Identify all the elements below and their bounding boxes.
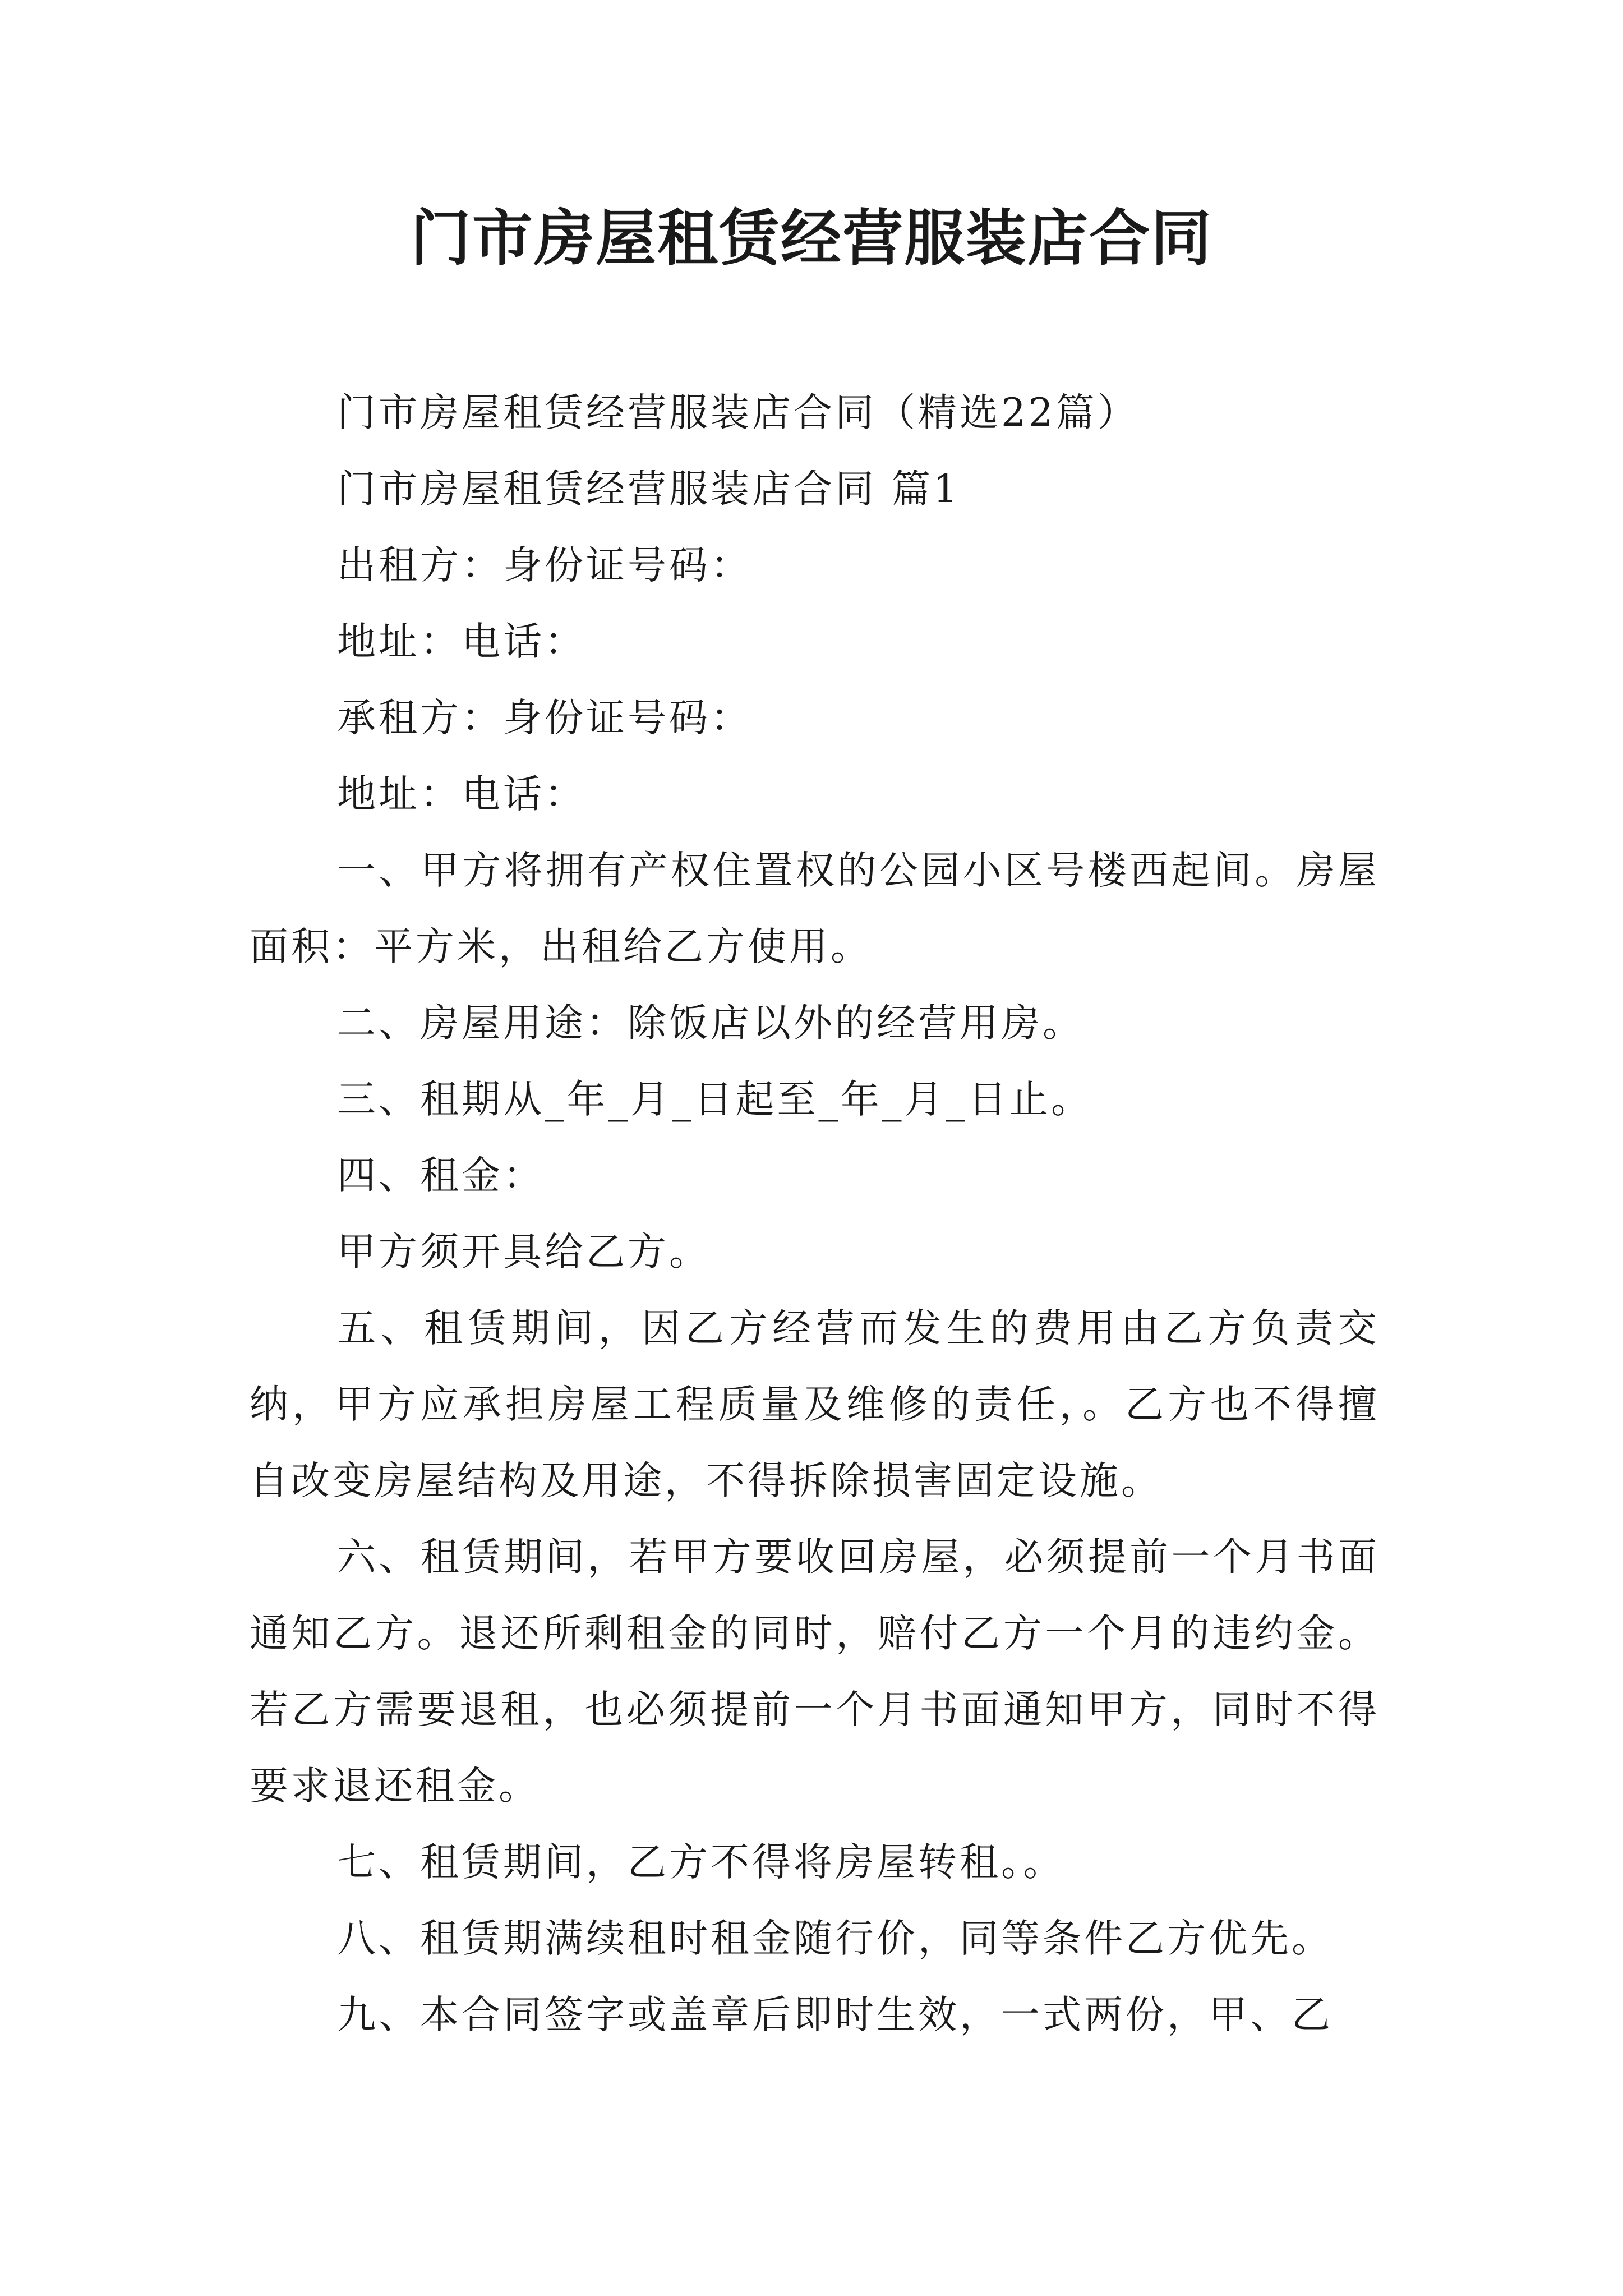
doc-subtitle: 门市房屋租赁经营服装店合同（精选22篇） [337,390,1139,435]
lessee-address-line: 地址：电话： [337,772,586,817]
lessee-line: 承租方：身份证号码： [337,696,752,740]
clause-2: 二、房屋用途：除饭店以外的经营用房。 [337,1001,1084,1046]
document-title: 门市房屋租赁经营服装店合同 [410,203,1212,274]
clause-6: 六、租赁期间，若甲方要收回房屋，必须提前一个月书面通知乙方。退还所剩租金的同时，赔付乙方一个月的违约金。若乙方需要退租，也必须提前一个月书面通知甲方，同时不得要求退还租金。 [250,1535,1380,1809]
clause-5: 五、租赁期间，因乙方经营而发生的费用由乙方负责交纳，甲方应承担房屋工程质量及维修的责任，。乙方也不得擅自改变房屋结构及用途，不得拆除损害固定设施。 [250,1306,1380,1503]
clause-8: 八、租赁期满续租时租金随行价，同等条件乙方优先。 [337,1916,1333,1961]
clause-4: 四、租金： [337,1153,545,1198]
clause-7: 七、租赁期间，乙方不得将房屋转租。。 [337,1840,1065,1885]
document-body [250,375,1380,2053]
clause-4-detail: 甲方须开具给乙方。 [337,1230,711,1274]
lessor-address-line: 地址：电话： [337,619,586,664]
section-heading: 门市房屋租赁经营服装店合同 篇1 [337,467,961,512]
lessor-line: 出租方：身份证号码： [337,543,752,588]
clause-3: 三、租期从_年_月_日起至_年_月_日止。 [337,1077,1092,1122]
clause-1: 一、甲方将拥有产权住置权的公园小区号楼西起间。房屋面积：平方米，出租给乙方使用。 [250,848,1380,969]
clause-9: 九、本合同签字或盖章后即时生效，一式两份，甲、乙 [337,1993,1333,2037]
